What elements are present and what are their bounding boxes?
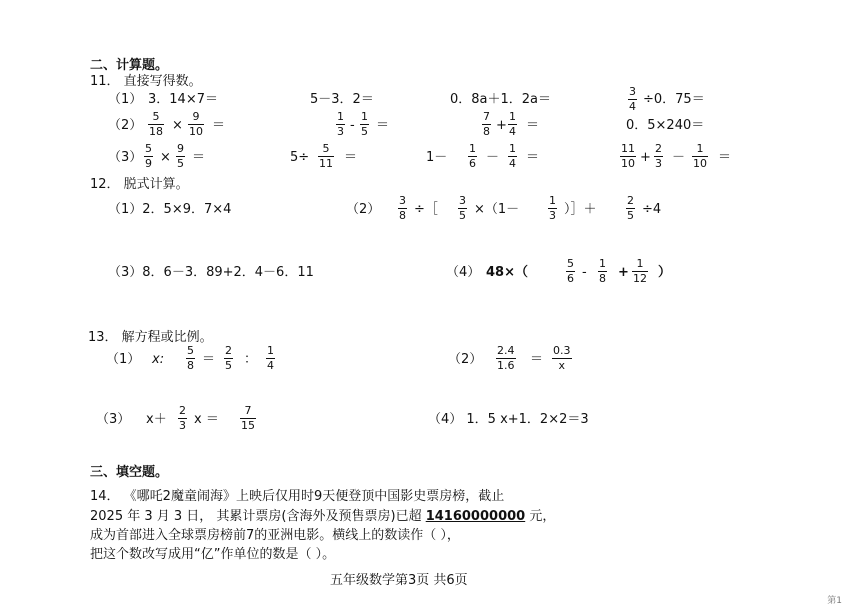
denominator: 3 (549, 209, 556, 222)
q11-r3-c-pre: 1－ (426, 150, 448, 165)
numerator: 1 (696, 142, 704, 155)
denominator: 5 (177, 157, 184, 170)
q13-p1-frac2 (224, 345, 233, 372)
denominator: 8 (483, 125, 490, 138)
q11-r1-b: 5－3．2＝ (310, 92, 374, 107)
q11-r2-c-op: + (496, 118, 507, 133)
q13-p1-frac3 (266, 345, 275, 372)
q11-r1-d-fraction (628, 86, 637, 113)
denominator: 3 (337, 125, 344, 138)
q12-p2-t1: ÷［ (414, 202, 438, 217)
q12-p3: （3）8．6－3．89+2．4－6．11 (108, 265, 314, 280)
q13-p3-mid: x ＝ (194, 412, 219, 427)
q12-p2-frac2 (458, 195, 467, 222)
section-title-calculation: 二、计算题。 (90, 58, 169, 73)
numerator: 5 (187, 344, 194, 357)
q11-r3-a-eq: ＝ (192, 150, 206, 165)
q11-r2-b-frac2 (360, 111, 369, 138)
q11-r3-b-pre: 5÷ (290, 150, 310, 165)
denominator: 10 (693, 157, 707, 170)
denominator: 4 (509, 157, 516, 170)
q14-line1: 14． 《哪吒2魔童闹海》上映后仅用时9天便登顶中国影史票房榜，截止 (90, 489, 505, 504)
denominator: 5 (459, 209, 466, 222)
q13-p1-eq: ＝ (202, 352, 216, 367)
numerator: 5 (567, 257, 574, 270)
q13-p3-label: （3） (96, 412, 131, 427)
denominator: 8 (599, 272, 606, 285)
denominator: 11 (319, 157, 333, 170)
q12-p2-label: （2） (346, 202, 381, 217)
q13-p3-frac2 (240, 405, 256, 432)
denominator: 4 (509, 125, 516, 138)
denominator: x (558, 359, 565, 372)
q13-p2-eq: ＝ (530, 352, 544, 367)
numerator: 2 (655, 142, 662, 155)
denominator: 4 (267, 359, 274, 372)
q12-title: 12． 脱式计算。 (90, 177, 189, 192)
q12-p4-post: ） (658, 265, 672, 280)
denominator: 10 (621, 157, 635, 170)
q11-title: 11． 直接写得数。 (90, 74, 202, 89)
numerator: 1 (337, 110, 344, 123)
denominator: 15 (241, 419, 255, 432)
q11-r3-label: （3） (108, 150, 143, 165)
denominator: 5 (225, 359, 232, 372)
q11-r2-a-frac2 (188, 111, 204, 138)
denominator: 1.6 (497, 359, 515, 372)
numerator: 1 (509, 142, 516, 155)
numerator: 1 (549, 194, 556, 207)
q11-r3-d-frac2 (654, 143, 663, 170)
q11-r2-c-eq: ＝ (526, 118, 540, 133)
denominator: 10 (189, 125, 203, 138)
q11-r1-c: 0．8a＋1．2a＝ (450, 92, 552, 107)
numerator: 5 (322, 142, 330, 155)
q11-r2-a-eq: ＝ (212, 118, 226, 133)
q12-p4-frac2 (598, 258, 607, 285)
q12-p4-label: （4） (446, 265, 481, 280)
numerator: 11 (621, 142, 635, 155)
q12-p4-op2: + (618, 265, 629, 280)
q11-r2-a-frac1 (148, 111, 164, 138)
q12-p4-op1: - (582, 265, 587, 280)
numerator: 1 (599, 257, 606, 270)
numerator: 3 (459, 194, 466, 207)
q11-r3-b-frac (318, 143, 334, 170)
numerator: 1 (267, 344, 274, 357)
denominator: 6 (567, 272, 574, 285)
q11-r3-d-frac1 (620, 143, 636, 170)
numerator: 5 (152, 110, 160, 123)
q11-r1-d-rest: ÷0．75＝ (643, 92, 705, 107)
q11-r2-label: （2） (108, 118, 143, 133)
q11-r2-c-frac1 (482, 111, 491, 138)
q12-p4-frac3 (632, 258, 648, 285)
q11-r3-c-frac2 (508, 143, 517, 170)
numerator: 3 (399, 194, 406, 207)
denominator: 5 (627, 209, 634, 222)
numerator: 2 (225, 344, 232, 357)
q11-r3-a-frac2 (176, 143, 185, 170)
section-title-fill-blank: 三、填空题。 (90, 465, 169, 480)
denominator: 8 (187, 359, 194, 372)
denominator: 18 (149, 125, 163, 138)
q13-p1-label: （1） (106, 352, 141, 367)
q13-p1-x: x: (152, 352, 165, 367)
denominator: 8 (399, 209, 406, 222)
q13-p1-frac1 (186, 345, 195, 372)
q11-r3-d-frac3 (692, 143, 708, 170)
denominator: 3 (655, 157, 662, 170)
q13-title: 13． 解方程或比例。 (88, 330, 213, 345)
q11-r2-c-frac2 (508, 111, 517, 138)
q12-p2-t2: ×（1－ (474, 202, 520, 217)
page-footer: 五年级数学第3页 共6页 (330, 573, 468, 588)
q13-p2-label: （2） (448, 352, 483, 367)
q11-r3-c-op: － (486, 150, 500, 165)
q12-p4-frac1 (566, 258, 575, 285)
numerator: 1 (509, 110, 516, 123)
q11-r1-label: （1） (108, 92, 143, 107)
numerator: 9 (192, 110, 200, 123)
q11-r2-d: 0．5×240＝ (626, 118, 705, 133)
q11-r3-b-eq: ＝ (344, 150, 358, 165)
q11-r2-b-eq: ＝ (376, 118, 390, 133)
q14-line3: 成为首部进入全球票房榜前7的亚洲电影。横线上的数读作（ ）， (90, 528, 460, 543)
numerator: 2 (179, 404, 186, 417)
numerator: 3 (629, 85, 636, 98)
q11-r3-a-frac1 (144, 143, 153, 170)
q13-p1-colon: ： (244, 352, 258, 367)
page-corner-mark: 第1 (827, 596, 842, 606)
q14-line2-post: 元， (525, 509, 556, 524)
q13-p2-frac2 (552, 345, 572, 372)
q14-line2-pre: 2025 年 3 月 3 日， 其累计票房(含海外及预售票房)已超 (90, 509, 426, 524)
denominator: 12 (633, 272, 647, 285)
numerator: 9 (177, 142, 184, 155)
numerator: 1 (361, 110, 368, 123)
q12-p2-frac1 (398, 195, 407, 222)
numerator: 2 (627, 194, 634, 207)
denominator: 6 (469, 157, 476, 170)
q12-p2-frac4 (626, 195, 635, 222)
q12-p1: （1）2．5×9．7×4 (108, 202, 232, 217)
q12-p2-frac3 (548, 195, 557, 222)
q11-r3-d-op2: － (672, 150, 686, 165)
q11-r2-a-op: × (172, 118, 183, 133)
q11-r2-b-op: - (350, 118, 355, 133)
q13-p3-pre: x＋ (146, 412, 167, 427)
numerator: 2.4 (497, 344, 515, 357)
q11-r3-c-eq: ＝ (526, 150, 540, 165)
q11-r2-b-frac1 (336, 111, 345, 138)
q12-p2-t3: ）］＋ (564, 202, 597, 217)
q14-line4: 把这个数改写成用“亿”作单位的数是（ ）。 (90, 547, 336, 562)
q11-r3-d-op1: + (640, 150, 651, 165)
q12-p2-t4: ÷4 (642, 202, 662, 217)
q14-box-office-number: 14160000000 (425, 509, 526, 524)
q11-r3-a-op: × (160, 150, 171, 165)
numerator: 1 (636, 257, 644, 270)
denominator: 5 (361, 125, 368, 138)
denominator: 3 (179, 419, 186, 432)
q13-p2-frac1 (496, 345, 516, 372)
q13-p4: （4） 1．5 x+1．2×2＝3 (428, 412, 589, 427)
numerator: 7 (483, 110, 490, 123)
q11-r3-c-frac1 (468, 143, 477, 170)
q11-r1-a: 3．14×7＝ (148, 92, 218, 107)
numerator: 1 (469, 142, 476, 155)
denominator: 4 (629, 100, 636, 113)
numerator: 0.3 (553, 344, 571, 357)
numerator: 7 (244, 404, 252, 417)
numerator: 5 (145, 142, 152, 155)
q12-p4-pre: 48×（ (486, 265, 528, 280)
denominator: 9 (145, 157, 152, 170)
q13-p3-frac (178, 405, 187, 432)
q11-r3-d-eq: ＝ (718, 150, 732, 165)
q14-line2 (90, 509, 555, 525)
